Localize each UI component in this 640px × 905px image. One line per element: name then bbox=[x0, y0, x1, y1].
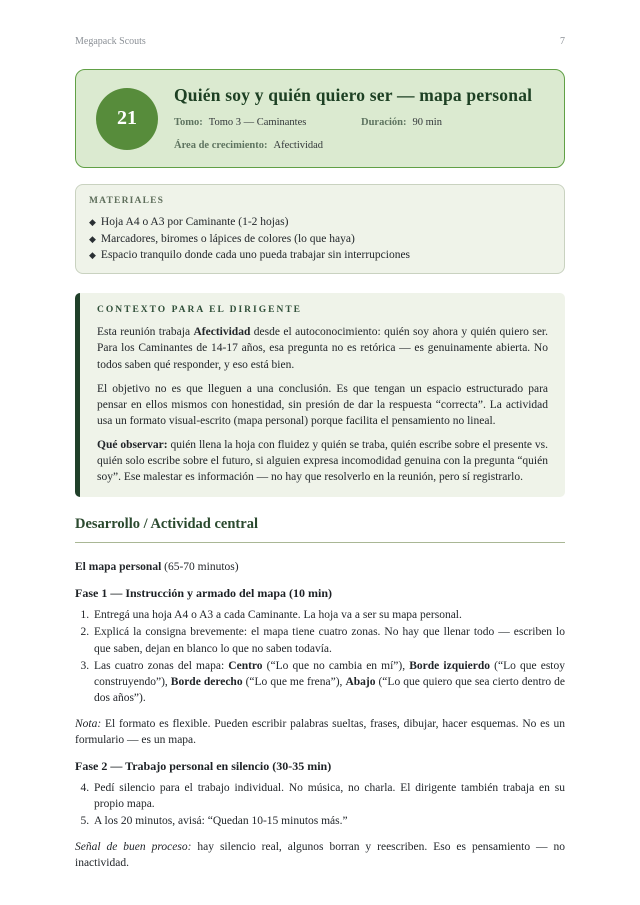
materials-item-text: Hoja A4 o A3 por Caminante (1-2 hojas) bbox=[100, 216, 289, 229]
activity-meta-row-2 bbox=[174, 139, 544, 153]
section-divider bbox=[75, 542, 565, 543]
step-item: 2. Explicá la consigna brevemente: el mapa tiene cuatro zonas. No hay que llenar todo — escriben lo que saben, dejan en blanco lo que no saben todavía. bbox=[92, 624, 565, 656]
tomo-label: Tomo: bbox=[174, 117, 203, 129]
materials-heading: MATERIALES bbox=[89, 196, 165, 207]
section-heading-desarrollo: Desarrollo / Actividad central bbox=[75, 516, 258, 533]
area-label: Área de crecimiento: bbox=[174, 139, 268, 151]
tomo-value: Tomo 3 — Caminantes bbox=[208, 117, 307, 129]
activity-title: Quién soy y quién quiero ser — mapa personal bbox=[174, 85, 533, 105]
diamond-bullet-icon: ◆ bbox=[89, 217, 96, 228]
step-item: 3. Las cuatro zonas del mapa: Centro (“Lo que no cambia en mí”), Borde izquierdo (“Lo que estoy construyendo”), Borde derecho (“Lo que me frena”), Abajo (“Lo que quiero que sea cierto dentro de dos años”). bbox=[92, 658, 565, 706]
duracion-value: 90 min bbox=[412, 117, 442, 129]
steps-list-fase1 bbox=[75, 607, 565, 706]
area-field bbox=[174, 139, 323, 153]
duracion-field bbox=[361, 116, 442, 130]
materials-item bbox=[89, 214, 548, 230]
context-box bbox=[75, 293, 565, 497]
context-paragraph: Esta reunión trabaja Afectividad desde el autoconocimiento: quién soy ahora y quién quiero ser. Para los Caminantes de 14-17 años, esa pregunta no es retórica — es genuinamente abierta. No todos saben qué responder, y eso está bien. bbox=[97, 326, 548, 371]
step-item: 5. A los 20 minutos, avisá: “Quedan 10-15 minutos más.” bbox=[92, 813, 565, 829]
steps-list-fase2 bbox=[75, 780, 565, 829]
fase1-heading: Fase 1 — Instrucción y armado del mapa (10 min) bbox=[75, 586, 332, 601]
fase2-heading: Fase 2 — Trabajo personal en silencio (30-35 min) bbox=[75, 759, 332, 774]
materials-box bbox=[75, 184, 565, 274]
context-heading: CONTEXTO PARA EL DIRIGENTE bbox=[97, 305, 303, 316]
materials-item-text: Marcadores, biromes o lápices de colores (lo que haya) bbox=[100, 232, 355, 245]
senal-paragraph: Señal de buen proceso: hay silencio real, algunos borran y reescriben. Eso es pensamiento — no inactividad. bbox=[75, 841, 565, 870]
activity-number-badge: 21 bbox=[96, 88, 158, 150]
step-item: 4. Pedí silencio para el trabajo individual. No música, no charla. El dirigente también trabaja en su propio mapa. bbox=[92, 780, 565, 812]
area-value: Afectividad bbox=[273, 139, 324, 151]
tomo-field bbox=[174, 116, 361, 130]
context-paragraph: Qué observar: quién llena la hoja con fluidez y quién se traba, quién escribe sobre el presente vs. quién solo escribe sobre el futuro, si alguien expresa incomodidad genuina con la pregunta “quién soy”. Ese malestar es información — no hay que resolverlo en la reunión, pero sí registrarlo. bbox=[97, 438, 548, 484]
materials-list bbox=[89, 214, 548, 263]
activity-meta-row-1 bbox=[174, 116, 544, 130]
context-paragraph: El objetivo no es que lleguen a una conclusión. Es que tengan un espacio estructurado para pensar en ellos mismos con honestidad, sin presión de dar la respuesta “correcta”. La actividad usa un formato visual-escrito (mapa personal) porque facilita el pensamiento no lineal. bbox=[97, 382, 548, 427]
activity-card-body bbox=[174, 85, 544, 152]
header-booklet-title: Megapack Scouts bbox=[75, 36, 146, 47]
header-page-number: 7 bbox=[560, 36, 565, 47]
diamond-bullet-icon: ◆ bbox=[89, 233, 96, 244]
materials-item bbox=[89, 247, 548, 263]
duracion-label: Duración: bbox=[361, 117, 407, 129]
activity-intro: El mapa personal (65-70 minutos) bbox=[75, 561, 239, 574]
running-header bbox=[75, 36, 565, 47]
step-item: 1. Entregá una hoja A4 o A3 a cada Caminante. La hoja va a ser su mapa personal. bbox=[92, 607, 565, 623]
diamond-bullet-icon: ◆ bbox=[89, 250, 96, 261]
nota-paragraph: Nota: El formato es flexible. Pueden escribir palabras sueltas, frases, dibujar, hacer esquemas. No es un formulario — es un mapa. bbox=[75, 717, 565, 746]
activity-card bbox=[75, 69, 565, 168]
materials-item-text: Espacio tranquilo donde cada uno pueda trabajar sin interrupciones bbox=[100, 249, 411, 262]
materials-item bbox=[89, 231, 548, 247]
